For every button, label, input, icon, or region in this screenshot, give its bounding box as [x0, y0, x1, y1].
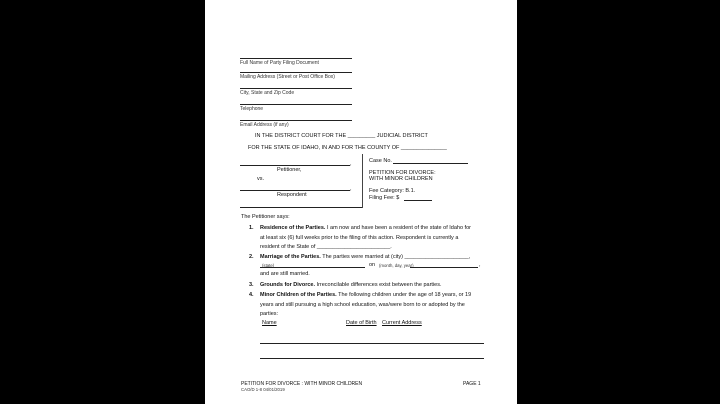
- email-line[interactable]: [240, 120, 352, 121]
- item4-number: 4.: [249, 292, 254, 298]
- state-hint: (state): [262, 263, 275, 268]
- on-label: on: [369, 262, 376, 268]
- respondent-comma: ,: [350, 186, 352, 192]
- item4-line3: parties:: [260, 311, 279, 317]
- item4-line1: [260, 292, 471, 298]
- marriage-date-line[interactable]: [410, 267, 478, 268]
- petitioner-comma: ,: [350, 161, 352, 167]
- item2-line1: [260, 254, 470, 260]
- child-row-line-1[interactable]: [260, 343, 484, 344]
- item1-title: Residence of the Parties.: [260, 225, 326, 231]
- item3-line: [260, 282, 442, 288]
- child-row-line-2[interactable]: [260, 358, 484, 359]
- respondent-name-line[interactable]: [240, 190, 350, 191]
- city-state-zip-line[interactable]: [240, 88, 352, 89]
- item4-line1-text: The following children under the age of 18 years, or 19: [338, 292, 472, 298]
- caption-bottom-rule: [240, 207, 362, 208]
- case-no-line[interactable]: [393, 163, 468, 164]
- document-title-line2: WITH MINOR CHILDREN: [369, 176, 433, 182]
- item2-number: 2.: [249, 254, 254, 260]
- col-dob-header: Date of Birth: [346, 320, 377, 326]
- item1-line1: [260, 225, 471, 231]
- item4-line2: years and still pursuing a high school education, was/were born to or adopted by the: [260, 302, 465, 308]
- marriage-state-line[interactable]: [260, 267, 365, 268]
- name-label: Full Name of Party Filing Document: [240, 60, 319, 66]
- document-title-line1: PETITION FOR DIVORCE:: [369, 170, 436, 176]
- footer-code: CAO/D 1-8 04/01/2019: [241, 387, 285, 392]
- page-number: PAGE 1: [463, 381, 481, 387]
- item1-line1-text: I am now and have been a resident of the state of Idaho for: [326, 225, 471, 231]
- name-line[interactable]: [240, 58, 352, 59]
- telephone-line[interactable]: [240, 104, 352, 105]
- case-no-label: Case No.: [369, 158, 392, 164]
- col-name-header: Name: [262, 320, 277, 326]
- telephone-label: Telephone: [240, 106, 264, 112]
- item2-line1-text: The parties were married at (city) _____________________,: [322, 254, 471, 260]
- item4-title: Minor Children of the Parties.: [260, 292, 337, 298]
- mailing-address-label: Mailing Address (Street or Post Office Box): [240, 74, 335, 80]
- item2-title: Marriage of the Parties.: [260, 254, 321, 260]
- item1-line3: resident of the State of ________________________.: [260, 244, 392, 250]
- item3-number: 3.: [249, 282, 254, 288]
- filing-fee-line[interactable]: [404, 200, 432, 201]
- item1-line2: at least six (6) full weeks prior to the filing of this action. Respondent is currently a: [260, 235, 459, 241]
- city-state-zip-label: City, State and Zip Code: [240, 90, 295, 96]
- item1-number: 1.: [249, 225, 254, 231]
- caption-divider: [362, 154, 363, 208]
- filing-fee-label: Filing Fee: $: [369, 195, 400, 201]
- court-heading-line1: IN THE DISTRICT COURT FOR THE _________ JUDICIAL DISTRICT: [255, 133, 428, 139]
- petitioner-says: The Petitioner says:: [241, 214, 290, 220]
- footer-title: PETITION FOR DIVORCE : WITH MINOR CHILDREN: [241, 381, 363, 387]
- col-address-header: Current Address: [382, 320, 422, 326]
- court-heading-line2: FOR THE STATE OF IDAHO, IN AND FOR THE COUNTY OF _______________: [248, 145, 447, 151]
- vs-label: vs.: [257, 176, 265, 182]
- petitioner-label: Petitioner,: [277, 167, 302, 173]
- document-page: [205, 0, 517, 404]
- date-hint: (month, day, year): [379, 263, 414, 268]
- date-comma: ,: [479, 262, 481, 268]
- item2-line3: and are still married.: [260, 271, 310, 277]
- respondent-label: Respondent: [277, 192, 307, 198]
- petitioner-name-line[interactable]: [240, 165, 350, 166]
- item3-text: Irreconcilable differences exist between the parties.: [316, 282, 442, 288]
- fee-category: Fee Category: B.1.: [369, 188, 416, 194]
- email-label: Email Address (if any): [240, 122, 289, 128]
- item3-title: Grounds for Divorce.: [260, 282, 316, 288]
- mailing-address-line[interactable]: [240, 72, 352, 73]
